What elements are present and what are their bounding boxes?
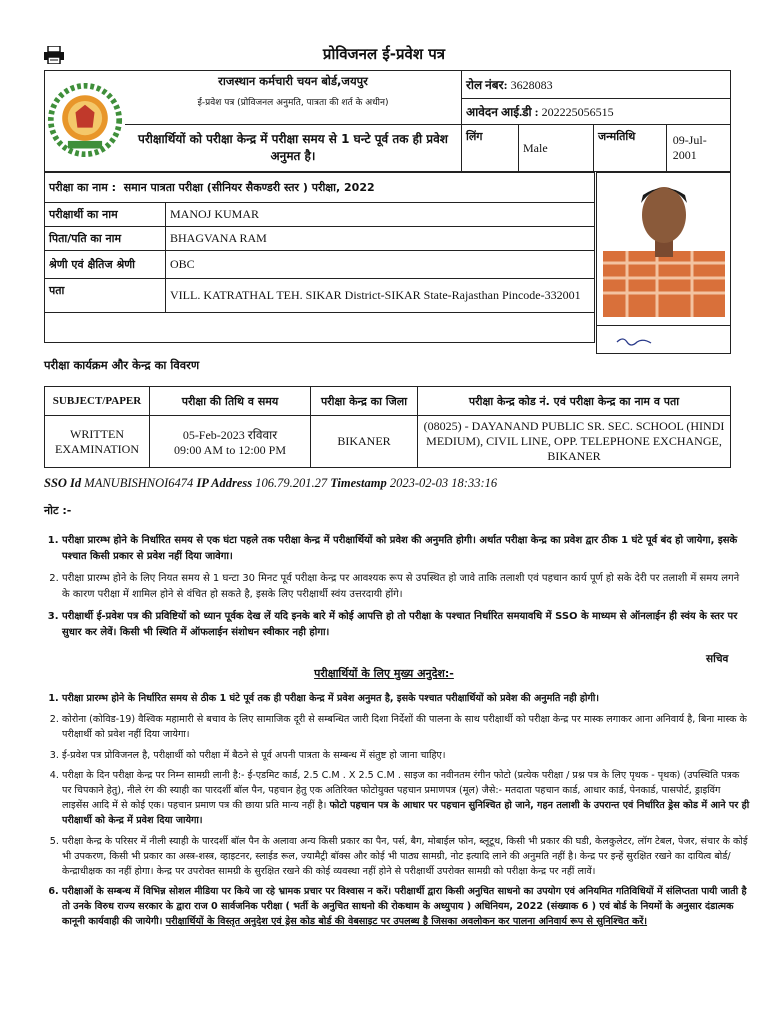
name-value: MANOJ KUMAR [166, 203, 595, 227]
application-id-value: 202225056515 [541, 105, 614, 119]
centre-cell: (08025) - DAYANAND PUBLIC SR. SEC. SCHOOL (HINDI MEDIUM), CIVIL LINE, OPP. TELEPHONE EXCHANGE, BIKANER [418, 416, 731, 468]
entry-warning: परीक्षार्थियों को परीक्षा केन्द्र में परीक्षा समय से 1 घन्टे पूर्व तक ही प्रवेश अनुमत है। [125, 125, 462, 172]
district-cell: BIKANER [311, 416, 418, 468]
notes-list [44, 533, 750, 647]
col-subject: SUBJECT/PAPER [45, 387, 150, 416]
gender-label: लिंग [462, 125, 519, 172]
name-label: परीक्षार्थी का नाम [45, 203, 166, 227]
note-label: नोट :- [44, 504, 72, 517]
note-item: 1. परीक्षा प्रारम्भ होने के निर्धारित समय से एक घंटा पहले तक परीक्षा केन्द्र में परीक्षार्थियों को प्रवेश की अनुमति होगी। अर्थात परीक्षा केन्द्र का प्रवेश द्वार ठीक 1 घंटे पूर्व बंद हो जायेगा, इसके पश्चात किसी प्रकार से प्रवेश नहीं दिया जावेगा। [62, 533, 750, 565]
schedule-title: परीक्षा कार्यक्रम और केन्द्र का विवरण [44, 358, 200, 372]
photo-box [596, 172, 731, 354]
exam-label: परीक्षा का नाम : [49, 181, 117, 194]
page-title: प्रोविजनल ई-प्रवेश पत्र [322, 45, 446, 63]
rsmssb-logo [47, 82, 123, 158]
meta-line [44, 476, 497, 491]
board-subtitle: ई-प्रवेश पत्र (प्रोविजनल अनुमति, पात्रता की शर्त के अधीन) [197, 98, 389, 108]
secretary-label: सचिव [706, 653, 729, 665]
application-id-label: आवेदन आई.डी : [466, 105, 539, 119]
timestamp-label: Timestamp [330, 476, 387, 490]
sso-value: MANUBISHNOI6474 [84, 476, 194, 490]
sso-label: SSO Id [44, 476, 82, 490]
instruction-item: 5. परीक्षा केन्द्र के परिसर में नीली स्याही के पारदर्शी बॉल पैन के अलावा अन्य किसी प्रकार का पैन, पर्स, बैग, मोबाईल फोन, ब्लूटूथ, किसी भी प्रकार की घडी, केलकुलेटर, लॉग टेबल, पेजर, संचार के कोई भी उपकरण, किसी भी प्रकार का अस्त्र-शस्त्र, व्हाइटनर, स्लाईड रूल, ज्यामैट्री बॉक्स और कोई भी पाठ्य सामग्री, नोट इत्यादि लाने की अनुमति नहीं है। केन्द्र पर इन्हें सुरक्षित रखने का दायित्व बोर्ड/केन्द्राधीक्षक का नहीं होगा। केन्द्र पर उपरोक्त सामग्री के सुरक्षित रखने की कोई व्यवस्था नहीं होने से परीक्षार्थी उपरोक्त सामग्री को परीक्षा केन्द्र पर नहीं लावें। [62, 835, 750, 880]
father-label: पिता/पति का नाम [45, 227, 166, 251]
instruction-item [62, 769, 750, 828]
category-value: OBC [166, 251, 595, 279]
subject-cell: WRITTEN EXAMINATION [45, 416, 150, 468]
blank-row [45, 313, 595, 343]
instruction-item: 3. ई-प्रवेश पत्र प्रोविजनल है, परीक्षार्थी को परीक्षा में बैठने से पूर्व अपनी पात्रता के सम्बन्ध में संतुष्ट हो जाना चाहिए। [62, 749, 750, 764]
logo-cell [45, 71, 126, 172]
gender-value: Male [519, 125, 594, 172]
col-centre: परीक्षा केन्द्र कोड नं. एवं परीक्षा केन्द्र का नाम व पता [418, 387, 731, 416]
dob-value: 09-Jul-2001 [672, 133, 707, 162]
col-date: परीक्षा की तिथि व समय [150, 387, 311, 416]
schedule-table [44, 386, 731, 468]
ip-label: IP Address [196, 476, 253, 490]
board-name: राजस्थान कर्मचारी चयन बोर्ड,जयपुर [218, 74, 368, 88]
exam-date: 05-Feb-2023 रविवार [182, 427, 278, 442]
exam-time: 09:00 AM to 12:00 PM [173, 442, 287, 457]
category-label: श्रेणी एवं क्षैतिज श्रेणी [45, 251, 166, 279]
instruction-text: परीक्षा के दिन परीक्षा केन्द्र पर निम्न सामग्री लानी है:- ई-एडमिट कार्ड, 2.5 C.M . X 2.5 C.M . साइज का नवीनतम रंगीन फोटो (प्रत्येक परीक्षा / प्रश्न पत्र के लिए पृथक - पृथक) (उपस्थिति पत्रक पर चिपकाने हेतु), नीले रंग की स्याही का पारदर्शी बॉल पैन, पहचान हेतु एक अतिरिक्त फोटोयुक्त पहचान प्रमाणपत्र (मूल) जैसे:- मतदाता पहचान कार्ड, आधार कार्ड, पेनकार्ड, पासपोर्ट, ड्राइविंग लाइसेंस आदि में से कोई एक। पहचान प्रमाण पत्र की छाया प्रति मान्य नहीं है। [62, 770, 740, 812]
instruction-bold: फोटो पहचान पत्र के आधार पर पहचान सुनिश्चित हो जाने, गहन तलाशी के उपरान्त एवं निर्धारित ड्रेस कोड में आने पर ही परीक्षार्थी को केन्द्र में प्रवेश दिया जायेगा। [62, 800, 750, 827]
timestamp-value: 2023-02-03 18:33:16 [389, 476, 498, 490]
instruction-text: परीक्षाओं के सम्बन्ध में विभिन्न सोशल मीडिया पर किये जा रहे भ्रामक प्रचार पर विश्वास न करें। परीक्षार्थी द्वारा किसी अनुचित साधनो का उपयोग एवं अनियमित गतिविधियों में संलिप्तता पायी जाती है तो उनके विरुध राज्य सरकार के द्वारा राज 0 सार्वजनिक परीक्षा ( भर्ती के अनुचित साधनो की रोकथाम के अध्युपाय ) अधिनियम, 2022 (संख्याक 6 ) एवं बोर्ड के नियमों के अनुसार दंडात्मक कानूनी कार्यवाही की जायेगी। [62, 886, 747, 928]
ip-value: 106.79.201.27 [255, 476, 328, 490]
roll-value: 3628083 [510, 78, 553, 92]
father-value: BHAGVANA RAM [166, 227, 595, 251]
instructions-title: परीक्षार्थियों के लिए मुख्य अनुदेश:- [314, 667, 454, 680]
instruction-item [62, 885, 750, 930]
address-value: VILL. KATRATHAL TEH. SIKAR District-SIKAR State-Rajasthan Pincode-332001 [166, 279, 595, 313]
header-table [44, 70, 731, 172]
exam-value: समान पात्रता परीक्षा (सीनियर सैकण्डरी स्तर ) परीक्षा, 2022 [123, 181, 375, 194]
note-item: 2. परीक्षा प्रारम्भ होने के लिए नियत समय से 1 घन्टा 30 मिनट पूर्व परीक्षा केन्द्र पर आवश्यक रूप से उपस्थित हो जावे ताकि तलाशी एवं पहचान कार्य पूर्ण हो सके देरी पर तलाशी में समय लगने के कारण परीक्षा में शामिल होने से वंचित हो सकते है, इसके लिए परीक्षार्थी स्वंय उत्तरदायी होंगे। [62, 571, 750, 603]
instructions-list [44, 692, 750, 936]
note-item: 3. परीक्षार्थी ई-प्रवेश पत्र की प्रविष्टियों को ध्यान पूर्वक देख लें यदि इनके बारे में कोई आपत्ति हो तो परीक्षा के पश्चात निर्धारित समयावधि में SSO के माध्यम से ऑनलाईन ही स्वंय के स्तर पर सुधार कर लेवें। किसी भी स्थिति में ऑफलाईन संशोधन स्वीकार नही होगा। [62, 609, 750, 641]
roll-label: रोल नंबर: [466, 78, 508, 92]
col-district: परीक्षा केन्द्र का जिला [311, 387, 418, 416]
dob-label: जन्मतिथि [594, 125, 667, 171]
instruction-underline: परीक्षार्थियों के विस्तृत अनुदेश एवं ड्रेस कोड बोर्ड की वेबसाइट पर उपलब्ध है जिसका अवलोकन कर पालना अनिवार्य रूप से सुनिश्चित करें। [165, 916, 648, 928]
signature-area [597, 325, 730, 357]
instruction-item: 1. परीक्षा प्रारम्भ होने के निर्धारित समय से ठीक 1 घंटे पूर्व तक ही परीक्षा केन्द्र में प्रवेश अनुमत है, इसके पश्चात परीक्षार्थियों को प्रवेश की अनुमति नही होगी। [62, 692, 750, 707]
candidate-photo [597, 173, 730, 321]
candidate-table [44, 172, 595, 343]
signature [615, 334, 655, 348]
address-label: पता [45, 279, 166, 313]
instruction-item: 2. कोरोना (कोविड-19) वैश्विक महामारी से बचाव के लिए सामाजिक दूरी से सम्बन्धित जारी दिशा निर्देशों की पालना के साथ परीक्षार्थी को परीक्षा केन्द्र पर मास्क लगाकर आना अनिवार्य है, बिना मास्क के परीक्षार्थी को प्रवेश नहीं दिया जायेगा। [62, 713, 750, 743]
